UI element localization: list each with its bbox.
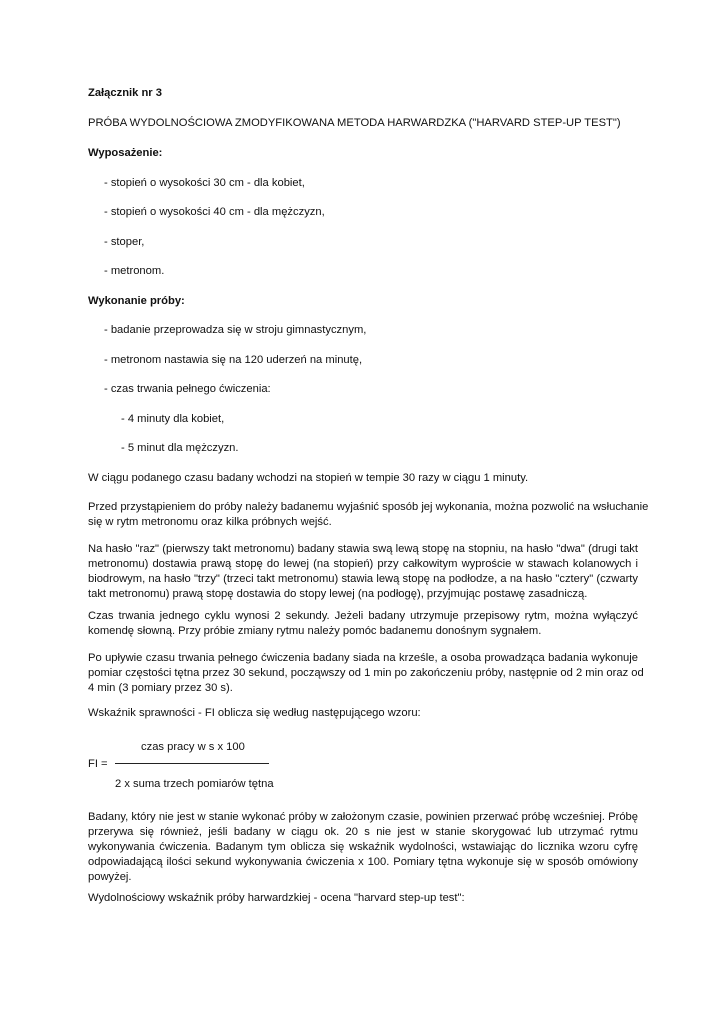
- list-item: - stopień o wysokości 40 cm - dla mężczyzn,: [104, 206, 325, 218]
- paragraph-7: Badany, który nie jest w stanie wykonać próby w założonym czasie, powinien przerwać próbę wcześniej. Próbę przerywa się również, jeśli badany w ciągu ok. 20 s nie jest w stanie skorygować lub utrzymać rytmu wykonywania ćwiczenia. Badanym tym oblicza się wskaźnik wydolności, wstawiając do licznika wzoru cyfrę odpowiadającą ilości sekund wykonywania ćwiczenia x 100. Pomiary tętna wykonuje się w sposób omówiony powyżej.: [88, 811, 638, 883]
- sub-list-item: - 4 minuty dla kobiet,: [121, 413, 225, 425]
- paragraph-1: W ciągu podanego czasu badany wchodzi na stopień w tempie 30 razy w ciągu 1 minuty.: [88, 472, 529, 484]
- formula-numerator: czas pracy w s x 100: [141, 741, 245, 753]
- annex-title: Załącznik nr 3: [88, 87, 162, 99]
- list-item: - metronom.: [104, 265, 165, 277]
- procedure-heading: Wykonanie próby:: [88, 295, 185, 307]
- list-item: - stopień o wysokości 30 cm - dla kobiet,: [104, 177, 305, 189]
- sub-list-item: - 5 minut dla mężczyzn.: [121, 442, 239, 454]
- paragraph-4: Czas trwania jednego cyklu wynosi 2 sekundy. Jeżeli badany utrzymuje przepisowy rytm, można wyłączyć komendę słowną. Przy próbie zmiany rytmu należy pomóc badanemu donośnym sygnałem.: [88, 610, 638, 637]
- paragraph-6: Wskaźnik sprawności - FI oblicza się według następującego wzoru:: [88, 707, 421, 719]
- formula-denominator: 2 x suma trzech pomiarów tętna: [115, 778, 274, 790]
- fraction-bar: [115, 763, 269, 764]
- formula-lhs: FI =: [88, 758, 108, 770]
- list-item: - stoper,: [104, 236, 145, 248]
- paragraph-2: Przed przystąpieniem do próby należy badanemu wyjaśnić sposób jej wykonania, można pozwolić na wsłuchanie się w rytm metronomu oraz kilka próbnych wejść.: [88, 501, 649, 528]
- equipment-heading: Wyposażenie:: [88, 147, 163, 159]
- list-item: - metronom nastawia się na 120 uderzeń na minutę,: [104, 354, 363, 366]
- paragraph-5: Po upływie czasu trwania pełnego ćwiczenia badany siada na krześle, a osoba prowadząca badania wykonuje pomiar częstości tętna przez 30 sekund, począwszy od 1 min po zakończeniu próby, następnie od 2 min oraz od 4 min (3 pomiary przez 30 s).: [88, 652, 644, 694]
- paragraph-8: Wydolnościowy wskaźnik próby harwardzkiej - ocena "harvard step-up test":: [88, 892, 465, 904]
- paragraph-3: Na hasło "raz" (pierwszy takt metronomu) badany stawia swą lewą stopę na stopniu, na hasło "dwa" (drugi takt metronomu) dostawia prawą stopę do lewej (na stopień) przy całkowitym wyproście w stawach kolanowych i biodrowym, na hasło "trzy" (trzeci takt metronomu) stawia lewą stopę na podłodze, a na hasło "cztery" (czwarty takt metronomu) prawą stopę dostawia do stopy lewej (na podłogę), przyjmując postawę zasadniczą.: [88, 543, 638, 600]
- document-title: PRÓBA WYDOLNOŚCIOWA ZMODYFIKOWANA METODA HARWARDZKA ("HARVARD STEP-UP TEST"): [88, 117, 621, 129]
- list-item: - czas trwania pełnego ćwiczenia:: [104, 383, 271, 395]
- list-item: - badanie przeprowadza się w stroju gimnastycznym,: [104, 324, 367, 336]
